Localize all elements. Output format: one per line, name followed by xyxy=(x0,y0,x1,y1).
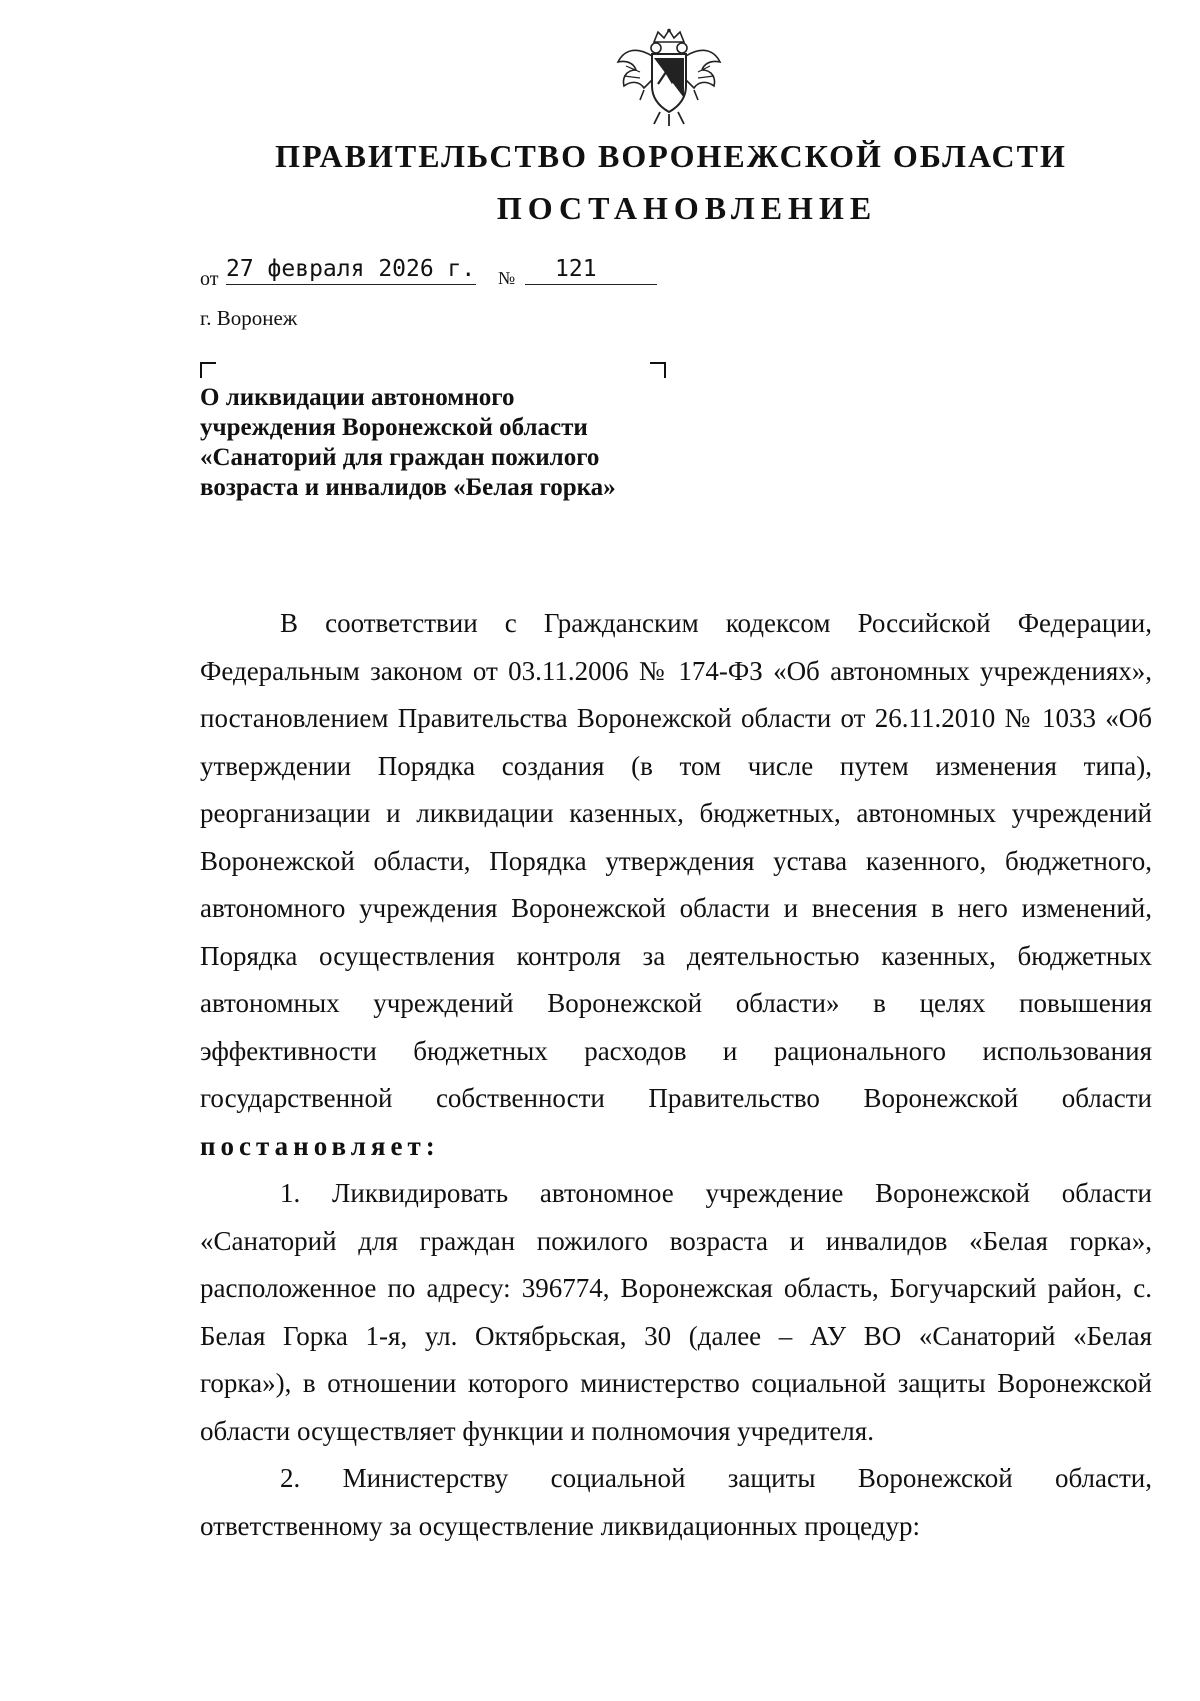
document-number: 121 xyxy=(555,256,597,282)
subject-line: учреждения Воронежской области xyxy=(200,414,588,441)
body-line: области осуществляет функции и полномочия учредителя. xyxy=(200,1415,874,1446)
subject-line: «Санаторий для граждан пожилого xyxy=(200,444,600,471)
document-number-field xyxy=(525,256,657,285)
city: г. Воронеж xyxy=(200,306,298,330)
body-line: автономного учреждения Воронежской области и внесения в него изменений, xyxy=(200,893,1152,923)
body-line: Порядка осуществления контроля за деятельностью казенных, бюджетных xyxy=(200,940,1152,971)
body-line: Белая Горка 1-я, ул. Октябрьская, 30 (далее – АУ ВО «Санаторий «Белая xyxy=(200,1320,1152,1351)
body-line: постановляет: xyxy=(200,1130,440,1161)
body-line: Воронежской области, Порядка утверждения устава казенного, бюджетного, xyxy=(200,845,1152,876)
document-subject xyxy=(200,383,720,503)
body-line: реорганизации и ликвидации казенных, бюджетных, автономных учреждений xyxy=(200,798,1152,828)
number-label: № xyxy=(498,268,516,288)
document-type: ПОСТАНОВЛЕНИЕ xyxy=(496,190,878,226)
subject-line: возраста и инвалидов «Белая горка» xyxy=(200,474,616,501)
body-line: ответственному за осуществление ликвидационных процедур: xyxy=(200,1510,921,1541)
body-line: утверждении Порядка создания (в том числе путем изменения типа), xyxy=(200,750,1152,781)
voronezh-coat-of-arms-icon xyxy=(614,28,724,128)
body-line: «Санаторий для граждан пожилого возраста и инвалидов «Белая горка», xyxy=(200,1225,1152,1256)
subject-corner-right xyxy=(650,362,666,378)
subject-line: О ликвидации автономного xyxy=(200,384,515,411)
body-line: 2. Министерству социальной защиты Воронежской области, xyxy=(280,1463,1152,1493)
date-number-line xyxy=(200,252,680,292)
body-line: В соответствии с Гражданским кодексом Российской Федерации, xyxy=(280,608,1152,638)
document-date: 27 февраля 2026 г. xyxy=(226,256,476,285)
body-line: горка»), в отношении которого министерство социальной защиты Воронежской xyxy=(200,1368,1152,1398)
body-line: эффективности бюджетных расходов и рационального использования xyxy=(200,1035,1152,1066)
body-line: расположенное по адресу: 396774, Воронежская область, Богучарский район, с. xyxy=(200,1273,1152,1303)
body-line: постановлением Правительства Воронежской области от 26.11.2010 № 1033 «Об xyxy=(200,703,1152,733)
date-prefix: от xyxy=(200,268,219,290)
subject-corner-left xyxy=(200,362,216,378)
document-body xyxy=(200,600,1152,1550)
government-title: ПРАВИТЕЛЬСТВО ВОРОНЕЖСКОЙ ОБЛАСТИ xyxy=(275,138,1067,174)
body-line: государственной собственности Правительство Воронежской области xyxy=(200,1083,1152,1113)
body-line: 1. Ликвидировать автономное учреждение Воронежской области xyxy=(280,1178,1152,1208)
body-line: Федеральным законом от 03.11.2006 № 174-ФЗ «Об автономных учреждениях», xyxy=(200,655,1152,686)
body-line: автономных учреждений Воронежской области» в целях повышения xyxy=(200,988,1152,1018)
